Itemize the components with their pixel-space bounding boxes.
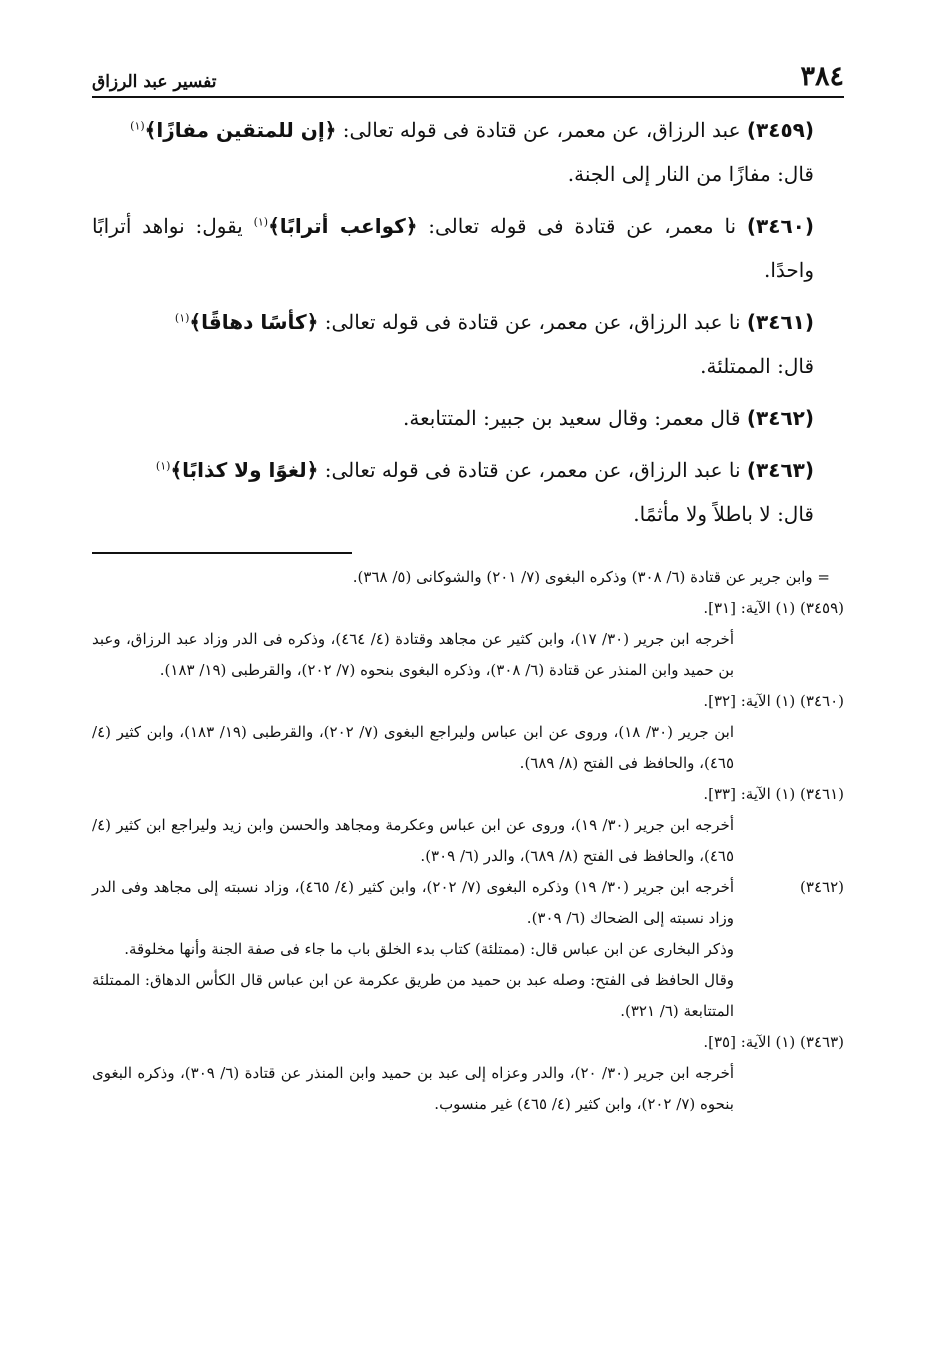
footnote-separator [92,552,352,554]
entry-text: نا معمر، عن قتادة فى قوله تعالى: [428,214,737,238]
entry-number: (٣٤٦٢) [746,406,814,430]
page-header [92,58,844,98]
entry-text: نا عبد الرزاق، عن معمر، عن قتادة فى قوله تعالى: [324,310,741,334]
footnote-heading: (٣٤٦١) (١) الآية: [٣٣]. [703,785,844,803]
footnotes [92,562,844,1120]
footnote-heading: (٣٤٦٠) (١) الآية: [٣٢]. [703,692,844,710]
footnote-3462 [92,872,844,934]
footnote-tag: (٣٤٦٢) [800,878,844,896]
entry-continuation: قال: لا باطلاً ولا مأثمًا. [633,502,814,526]
footnote-marker: (١) [155,459,171,473]
footnote-body: أخرجه ابن جرير (٣٠/ ٢٠)، والدر وعزاه إلى عبد بن حميد وابن المنذر عن قتادة (٦/ ٣٠٩)، وذكره البغوى بنحوه (٧/ ٢٠٢)، وابن كثير (٤/ ٤٦٥) غير منسوب. [92,1064,735,1113]
quranic-verse: ﴿كأسًا دهاقًا﴾ [189,310,319,334]
footnote-body: أخرجه ابن جرير (٣٠/ ١٩)، وروى عن ابن عباس وعكرمة ومجاهد والحسن وابن زيد وليراجع ابن كثير (٤/ ٤٦٥)، والحافظ فى الفتح (٨/ ٦٨٩)، والدر (٦/ ٣٠٩). [92,816,734,865]
entry-3460 [92,204,844,292]
footnote-body: وقال الحافظ فى الفتح: وصله عبد بن حميد من طريق عكرمة عن ابن عباس قال الكأس الدهاق: الممتلئة المتتابعة (٦/ ٣٢١). [92,971,734,1020]
page-number: ٣٨٤ [800,61,844,92]
entry-number: (٣٤٦٠) [746,214,815,238]
quranic-verse: ﴿لغوًا ولا كذابًا﴾ [170,458,319,482]
footnote-continuation: = وابن جرير عن قتادة (٦/ ٣٠٨) وذكره البغوى (٧/ ٢٠١) والشوكانى (٥/ ٣٦٨). [352,568,830,586]
footnote-marker: (١) [253,215,269,229]
entry-number: (٣٤٦١) [746,310,814,334]
footnote-body: أخرجه ابن جرير (٣٠/ ١٩) وذكره البغوى (٧/ ٢٠٢)، وابن كثير (٤/ ٤٦٥)، وزاد نسبته إلى مجاهد وفى الدر وزاد نسبته إلى الضحاك (٦/ ٣٠٩). [92,878,735,927]
entry-text: عبد الرزاق، عن معمر، عن قتادة فى قوله تعالى: [342,118,741,142]
quranic-verse: ﴿كواعب أترابًا﴾ [268,214,418,238]
footnote-body: ابن جرير (٣٠/ ١٨)، وروى عن ابن عباس وليراجع البغوى (٧/ ٢٠٢)، والقرطبى (١٩/ ١٨٣)، وابن كثير (٤/ ٤٦٥)، والحافظ فى الفتح (٨/ ٦٨٩). [92,723,735,772]
footnote-body: أخرجه ابن جرير (٣٠/ ١٧)، وابن كثير عن مجاهد وقتادة (٤/ ٤٦٤)، وذكره فى الدر وزاد عبد الرزاق، وعبد بن حميد وابن المنذر عن قتادة (٦/ ٣٠٨)، وذكره البغوى بنحوه (٧/ ٢٠٢)، والقرطبى (١٩/ ١٨٣). [92,630,734,679]
entry-continuation: قال: الممتلئة. [700,354,814,378]
footnote-body: وذكر البخارى عن ابن عباس قال: (ممتلئة) كتاب بدء الخلق باب ما جاء فى صفة الجنة وأنها مخلوقة. [124,940,734,958]
entry-continuation: يقول: نواهد أترابًا واحدًا. [92,214,814,282]
book-page [92,58,844,1120]
entry-text: نا عبد الرزاق، عن معمر، عن قتادة فى قوله تعالى: [324,458,741,482]
entry-3459 [92,108,844,196]
entry-text: قال معمر: وقال سعيد بن جبير: المتتابعة. [403,406,741,430]
entry-number: (٣٤٥٩) [746,118,814,142]
footnote-marker: (١) [130,119,145,133]
entry-3462 [92,396,844,440]
footnote-marker: (١) [174,311,190,325]
entry-3461 [92,300,844,388]
entry-continuation: قال: مفازًا من النار إلى الجنة. [567,162,814,186]
main-text [92,108,844,536]
footnote-heading: (٣٤٦٣) (١) الآية: [٣٥]. [703,1033,844,1051]
running-title: تفسير عبد الرزاق [92,72,217,92]
quranic-verse: ﴿إن للمتقين مفازًا﴾ [144,118,337,142]
entry-3463 [92,448,844,536]
footnote-heading: (٣٤٥٩) (١) الآية: [٣١]. [703,599,844,617]
entry-number: (٣٤٦٣) [746,458,814,482]
